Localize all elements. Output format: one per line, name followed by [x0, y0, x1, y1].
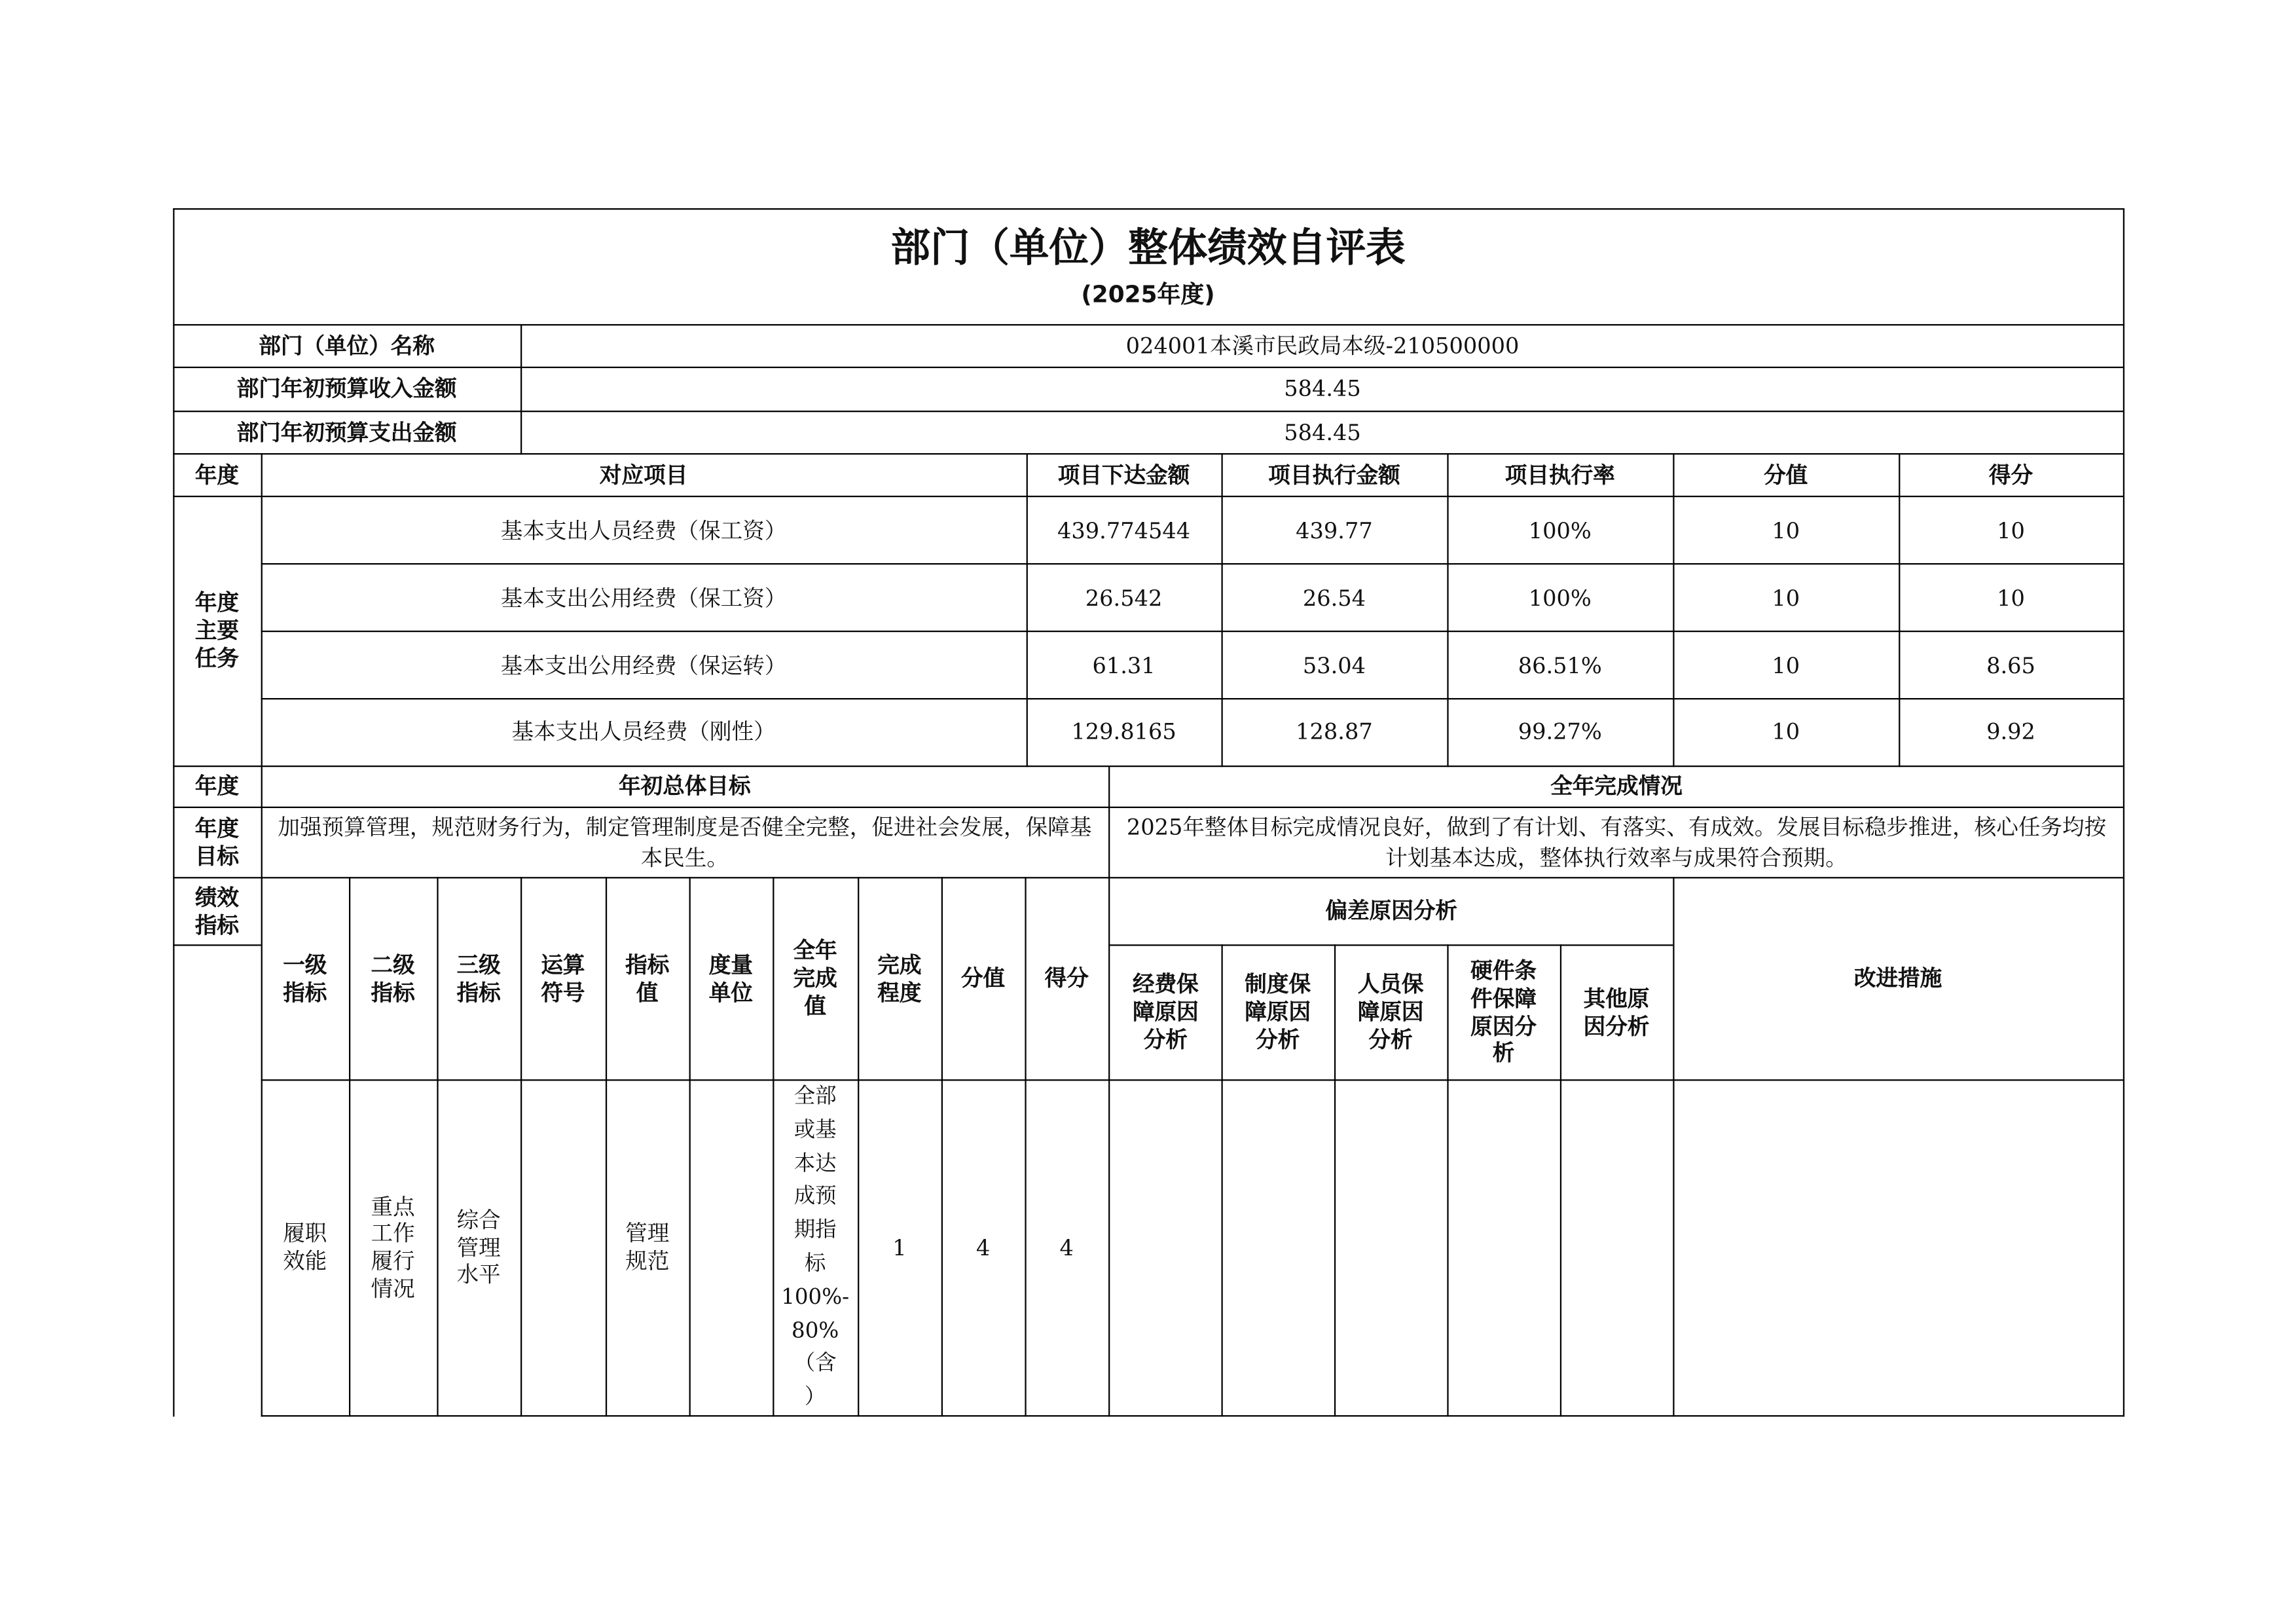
expense-value: 584.45: [1284, 419, 1361, 447]
grid-line: [261, 563, 2124, 564]
grid-line: [261, 453, 263, 1416]
header-item: 对应项目: [599, 461, 688, 488]
dept-name-label: 部门（单位）名称: [259, 332, 435, 359]
header-system: 制度保 障原因 分析: [1245, 971, 1311, 1053]
grid-line: [173, 208, 2124, 210]
completion-header: 全年完成情况: [1550, 773, 1683, 800]
task-rate: 100%: [1528, 517, 1592, 544]
task-issued: 129.8165: [1071, 718, 1176, 745]
task-issued: 61.31: [1092, 652, 1156, 679]
grid-line: [1447, 453, 1448, 767]
grid-line: [173, 453, 2124, 454]
task-points: 10: [1772, 584, 1800, 612]
header-improvement: 改进措施: [1853, 965, 1942, 992]
grid-line: [1027, 453, 1028, 767]
task-score: 10: [1997, 584, 2025, 612]
grid-line: [1673, 877, 1674, 1416]
page-subtitle: (2025年度): [1081, 280, 1215, 308]
grid-line: [520, 877, 522, 1416]
task-issued: 26.542: [1085, 584, 1163, 612]
grid-line: [173, 208, 174, 1416]
header-operator: 运算 符号: [541, 951, 585, 1006]
grid-line: [1899, 453, 1900, 767]
grid-line: [261, 698, 2124, 699]
grid-line: [1025, 877, 1026, 1416]
goals-side-header: 年度: [194, 773, 240, 800]
header-other: 其他原 因分析: [1583, 985, 1650, 1039]
row-annual-value: 全部 或基 本达 成预 期指 标 100%- 80% （含 ）: [781, 1085, 850, 1410]
task-executed: 439.77: [1296, 517, 1373, 544]
header-executed: 项目执行金额: [1268, 461, 1400, 488]
task-item: 基本支出公用经费（保运转）: [500, 652, 787, 679]
task-rate: 100%: [1528, 584, 1592, 612]
task-executed: 53.04: [1302, 652, 1366, 679]
grid-line: [1447, 944, 1448, 1416]
header-funding: 经费保 障原因 分析: [1132, 971, 1199, 1053]
task-executed: 26.54: [1302, 584, 1366, 612]
grid-line: [941, 877, 943, 1416]
row-unit: [689, 1081, 773, 1416]
grid-line: [261, 1079, 2124, 1080]
initial-goal-text: 加强预算管理，规范财务行为，制定管理制度是否健全完整，促进社会发展，保障基本民生。: [278, 813, 1092, 871]
grid-line: [261, 631, 2124, 632]
row-indicator-value: 管理 规范: [625, 1220, 670, 1275]
tasks-side-header: 年度: [194, 461, 240, 488]
task-rate: 99.27%: [1518, 718, 1602, 745]
dept-name-value: 024001本溪市民政局本级-210500000: [1125, 332, 1520, 359]
header-deviation: 偏差原因分析: [1325, 897, 1458, 925]
grid-line: [1222, 453, 1223, 767]
grid-line: [173, 411, 2124, 412]
header-indicator-value: 指标 值: [625, 951, 670, 1006]
grid-line: [1673, 453, 1674, 767]
task-score: 10: [1997, 517, 2025, 544]
header-points: 分值: [1764, 461, 1808, 488]
task-item: 基本支出人员经费（保工资）: [500, 517, 787, 544]
grid-line: [173, 496, 2124, 497]
task-points: 10: [1772, 517, 1800, 544]
grid-line: [689, 877, 691, 1416]
task-issued: 439.774544: [1057, 517, 1191, 544]
task-points: 10: [1772, 718, 1800, 745]
row-score: 4: [1059, 1234, 1074, 1261]
header-annual-value: 全年 完成 值: [793, 937, 837, 1020]
grid-line: [173, 807, 2124, 808]
income-value: 584.45: [1284, 375, 1361, 402]
tasks-side-label: 年度 主要 任务: [194, 590, 240, 672]
grid-line: [520, 324, 522, 454]
grid-line: [773, 877, 774, 1416]
grid-line: [606, 877, 607, 1416]
task-executed: 128.87: [1296, 718, 1373, 745]
indicators-side-label: 绩效 指标: [194, 883, 240, 938]
grid-line: [2123, 208, 2124, 1416]
row-level2: 重点 工作 履行 情况: [371, 1192, 415, 1302]
page-title: 部门（单位）整体绩效自评表: [890, 226, 1406, 272]
header-indicator-score: 得分: [1044, 965, 1089, 992]
initial-goal-header: 年初总体目标: [619, 773, 751, 800]
row-points: 4: [975, 1234, 991, 1261]
grid-line: [173, 766, 2124, 767]
row-degree: 1: [892, 1234, 907, 1261]
header-level1: 一级 指标: [283, 951, 327, 1006]
grid-line: [1222, 944, 1223, 1416]
task-points: 10: [1772, 652, 1800, 679]
row-level3: 综合 管理 水平: [456, 1206, 501, 1289]
row-operator: [520, 1081, 606, 1416]
header-indicator-points: 分值: [960, 965, 1006, 992]
header-degree: 完成 程度: [877, 951, 922, 1006]
header-hardware: 硬件条 件保障 原因分 析: [1470, 957, 1537, 1067]
grid-line: [173, 877, 2124, 878]
grid-line: [261, 1415, 2124, 1416]
task-item: 基本支出人员经费（刚性）: [511, 718, 776, 745]
task-item: 基本支出公用经费（保工资）: [500, 584, 787, 612]
task-score: 8.65: [1986, 652, 2035, 679]
header-score: 得分: [1988, 461, 2033, 488]
goals-side-label: 年度 目标: [194, 815, 240, 869]
header-rate: 项目执行率: [1504, 461, 1615, 488]
header-level2: 二级 指标: [371, 951, 415, 1006]
grid-line: [1560, 944, 1561, 1416]
grid-line: [437, 877, 438, 1416]
grid-line: [858, 877, 859, 1416]
income-label: 部门年初预算收入金额: [236, 375, 457, 402]
task-rate: 86.51%: [1518, 652, 1602, 679]
header-level3: 三级 指标: [456, 951, 501, 1006]
task-score: 9.92: [1986, 718, 2035, 745]
header-personnel: 人员保 障原因 分析: [1357, 971, 1424, 1053]
grid-line: [1108, 766, 1110, 1416]
grid-line: [1108, 944, 1673, 946]
grid-line: [1334, 944, 1336, 1416]
header-issued: 项目下达金额: [1057, 461, 1190, 488]
grid-line: [173, 324, 2124, 325]
completion-text: 2025年整体目标完成情况良好，做到了有计划、有落实、有成效。发展目标稳步推进，核心任务均按计划基本达成，整体执行效率与成果符合预期。: [1126, 813, 2107, 871]
row-level1: 履职 效能: [283, 1220, 327, 1275]
header-unit: 度量 单位: [708, 951, 753, 1006]
grid-line: [349, 877, 350, 1416]
grid-line: [173, 367, 2124, 368]
expense-label: 部门年初预算支出金额: [236, 419, 457, 447]
grid-line: [173, 944, 261, 946]
